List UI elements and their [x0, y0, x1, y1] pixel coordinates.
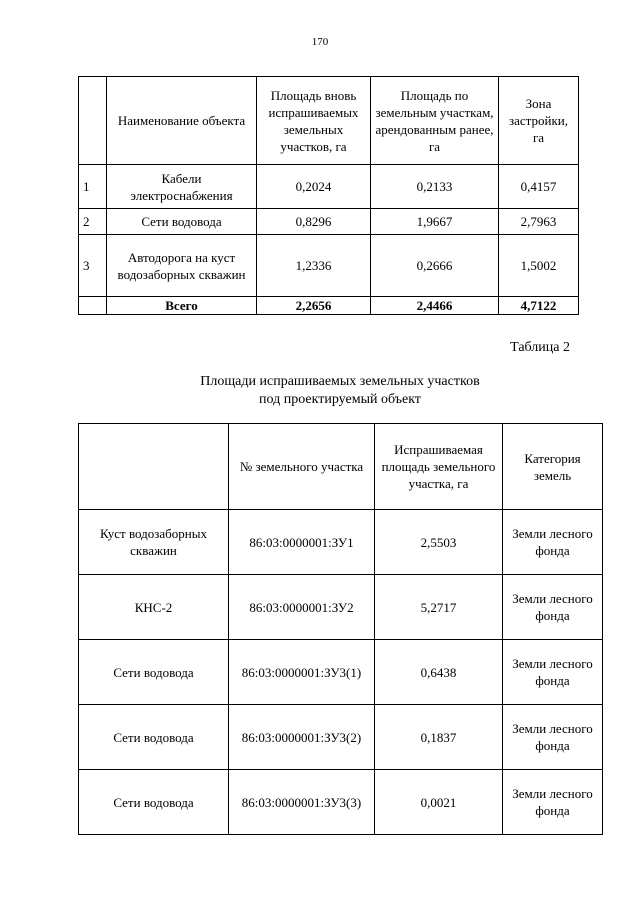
table-row — [79, 770, 603, 835]
header-cell-object — [79, 424, 229, 510]
plot-number-cell: 86:03:0000001:ЗУ3(1) — [229, 640, 375, 705]
table-2-title-line-2: под проектируемый объект — [259, 392, 421, 407]
object-name-cell: Автодорога на куст водозаборных скважин — [107, 235, 257, 297]
table-row — [79, 705, 603, 770]
land-category-cell: Земли лесного фонда — [503, 575, 603, 640]
object-cell: Сети водовода — [79, 640, 229, 705]
object-cell: Сети водовода — [79, 770, 229, 835]
table-header-row — [79, 424, 603, 510]
table-2-title-line-1: Площади испрашиваемых земельных участков — [200, 374, 480, 389]
land-category-cell: Земли лесного фонда — [503, 770, 603, 835]
land-category-cell: Земли лесного фонда — [503, 640, 603, 705]
table-row — [79, 575, 603, 640]
requested-area-cell: 0,1837 — [375, 705, 503, 770]
header-cell-index — [79, 77, 107, 165]
table-2-caption: Таблица 2 — [510, 340, 570, 355]
total-leased-area-cell: 2,4466 — [371, 297, 499, 315]
page-number: 170 — [311, 36, 329, 48]
table-row — [79, 510, 603, 575]
requested-area-cell: 5,2717 — [375, 575, 503, 640]
table-2-title — [0, 373, 640, 409]
table-row — [79, 235, 579, 297]
construction-zone-cell: 0,4157 — [499, 165, 579, 209]
table-row — [79, 165, 579, 209]
table-row — [79, 640, 603, 705]
total-label-cell: Всего — [107, 297, 257, 315]
requested-area-cell: 0,6438 — [375, 640, 503, 705]
object-cell: КНС-2 — [79, 575, 229, 640]
new-area-cell: 1,2336 — [257, 235, 371, 297]
plot-number-cell: 86:03:0000001:ЗУ1 — [229, 510, 375, 575]
requested-area-cell: 2,5503 — [375, 510, 503, 575]
row-index: 2 — [79, 209, 107, 235]
header-cell-object-name: Наименование объекта — [107, 77, 257, 165]
land-area-summary-table — [78, 76, 579, 315]
construction-zone-cell: 2,7963 — [499, 209, 579, 235]
object-cell: Куст водозаборных скважин — [79, 510, 229, 575]
land-category-cell: Земли лесного фонда — [503, 510, 603, 575]
total-index-cell — [79, 297, 107, 315]
total-row — [79, 297, 579, 315]
plot-number-cell: 86:03:0000001:ЗУ2 — [229, 575, 375, 640]
requested-land-plots-table — [78, 423, 603, 835]
header-cell-leased-area: Площадь по земельным участкам, арендованным ранее, га — [371, 77, 499, 165]
land-category-cell: Земли лесного фонда — [503, 705, 603, 770]
new-area-cell: 0,8296 — [257, 209, 371, 235]
header-cell-requested-area: Испрашиваемая площадь земельного участка, га — [375, 424, 503, 510]
object-name-cell: Кабели электроснабжения — [107, 165, 257, 209]
new-area-cell: 0,2024 — [257, 165, 371, 209]
leased-area-cell: 0,2133 — [371, 165, 499, 209]
construction-zone-cell: 1,5002 — [499, 235, 579, 297]
total-new-area-cell: 2,2656 — [257, 297, 371, 315]
total-construction-zone-cell: 4,7122 — [499, 297, 579, 315]
object-cell: Сети водовода — [79, 705, 229, 770]
header-cell-new-area: Площадь вновь испрашиваемых земельных участков, га — [257, 77, 371, 165]
requested-area-cell: 0,0021 — [375, 770, 503, 835]
table-row — [79, 209, 579, 235]
plot-number-cell: 86:03:0000001:ЗУ3(3) — [229, 770, 375, 835]
leased-area-cell: 1,9667 — [371, 209, 499, 235]
plot-number-cell: 86:03:0000001:ЗУ3(2) — [229, 705, 375, 770]
row-index: 1 — [79, 165, 107, 209]
row-index: 3 — [79, 235, 107, 297]
object-name-cell: Сети водовода — [107, 209, 257, 235]
table-header-row — [79, 77, 579, 165]
header-cell-construction-zone: Зона застройки, га — [499, 77, 579, 165]
header-cell-plot-number: № земельного участка — [229, 424, 375, 510]
leased-area-cell: 0,2666 — [371, 235, 499, 297]
header-cell-land-category: Категория земель — [503, 424, 603, 510]
